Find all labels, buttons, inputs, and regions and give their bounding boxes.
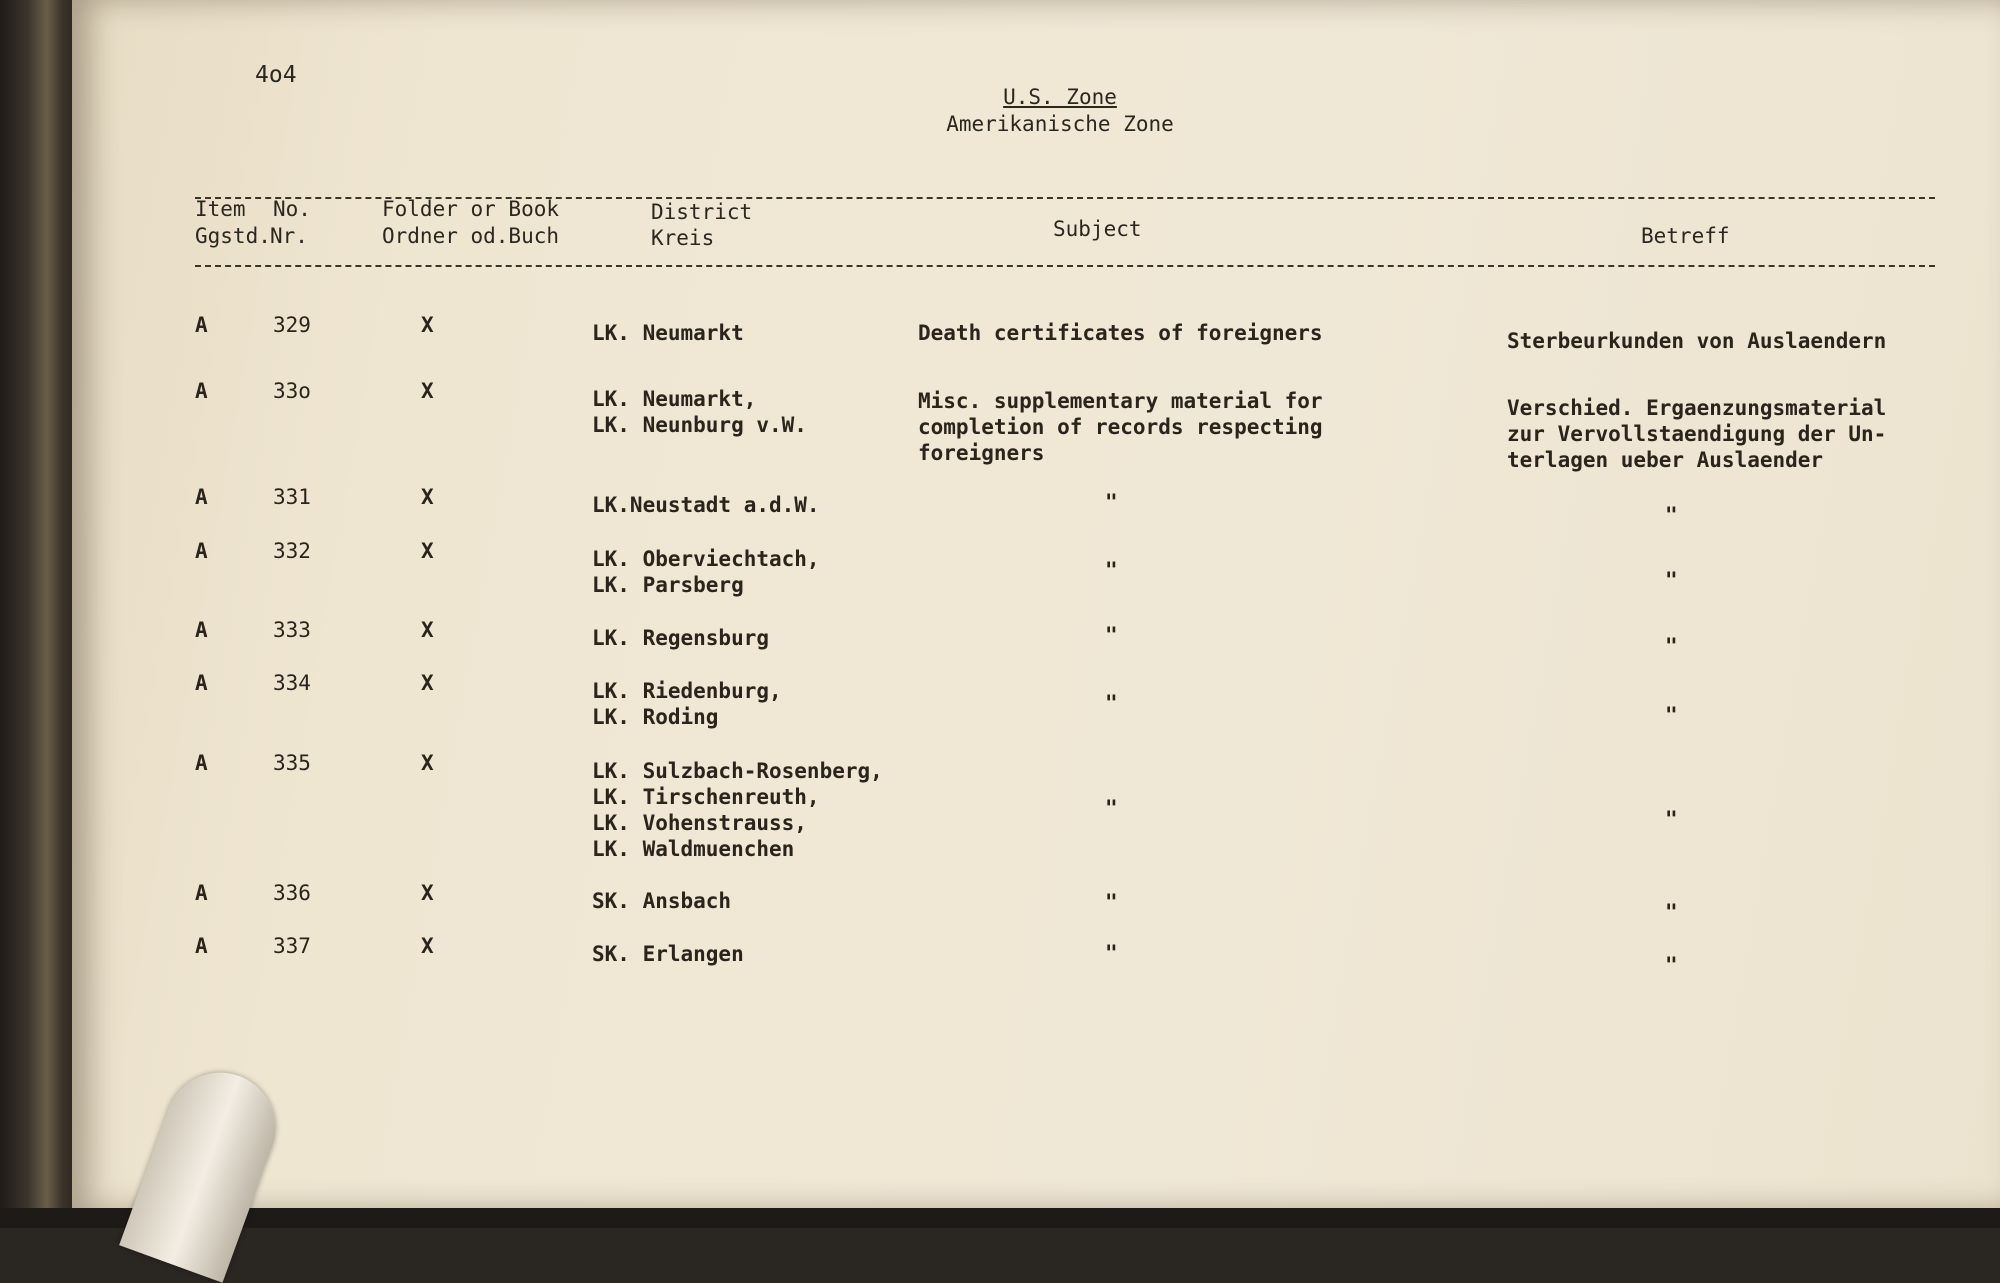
row-number: 332 — [273, 539, 311, 563]
row-betreff-ditto: " — [1665, 807, 1678, 831]
row-betreff-ditto: " — [1665, 503, 1678, 527]
row-district: SK. Ansbach — [592, 889, 732, 913]
row-betreff-ditto: " — [1665, 568, 1678, 592]
header-folder-en: Folder or Book — [382, 197, 560, 221]
row-folder: X — [421, 934, 434, 958]
row-number: 335 — [273, 751, 311, 775]
row-item: A — [195, 379, 208, 403]
row-number: 336 — [273, 881, 311, 905]
row-subject: completion of records respecting — [918, 415, 1323, 439]
row-number: 334 — [273, 671, 311, 695]
row-number: 333 — [273, 618, 311, 642]
row-number: 329 — [273, 313, 311, 337]
header-no: No. — [273, 197, 311, 221]
row-betreff: terlagen ueber Auslaender — [1507, 448, 1824, 472]
row-district: LK. Waldmuenchen — [592, 837, 795, 861]
row-folder: X — [421, 671, 434, 695]
row-subject-ditto: " — [1105, 941, 1118, 965]
page-subtitle: Amerikanische Zone — [946, 112, 1174, 136]
row-item: A — [195, 313, 208, 337]
row-folder: X — [421, 539, 434, 563]
row-betreff-ditto: " — [1665, 953, 1678, 977]
row-item: A — [195, 934, 208, 958]
row-folder: X — [421, 618, 434, 642]
row-district: LK. Tirschenreuth, — [592, 785, 820, 809]
row-district: SK. Erlangen — [592, 942, 744, 966]
row-item: A — [195, 618, 208, 642]
row-district: LK.Neustadt a.d.W. — [592, 493, 820, 517]
row-subject: foreigners — [918, 441, 1045, 465]
header-betreff: Betreff — [1641, 224, 1730, 248]
document-page — [72, 0, 2000, 1210]
row-betreff: Verschied. Ergaenzungsmaterial — [1507, 396, 1887, 420]
row-folder: X — [421, 313, 434, 337]
page-bottom-edge — [0, 1208, 2000, 1228]
row-subject-ditto: " — [1105, 691, 1118, 715]
row-district: LK. Neumarkt — [592, 321, 744, 345]
row-number: 33o — [273, 379, 311, 403]
row-folder: X — [421, 379, 434, 403]
header-district-en: District — [651, 200, 753, 224]
row-subject: Misc. supplementary material for — [918, 389, 1323, 413]
row-subject-ditto: " — [1105, 890, 1118, 914]
row-subject: Death certificates of foreigners — [918, 321, 1323, 345]
row-betreff-ditto: " — [1665, 634, 1678, 658]
row-betreff: zur Vervollstaendigung der Un- — [1507, 422, 1887, 446]
row-item: A — [195, 881, 208, 905]
page-number: 4o4 — [255, 62, 297, 88]
row-betreff-ditto: " — [1665, 900, 1678, 924]
page-title: U.S. Zone — [1003, 85, 1117, 109]
row-item: A — [195, 751, 208, 775]
row-district: LK. Oberviechtach, — [592, 547, 820, 571]
row-district: LK. Neunburg v.W. — [592, 413, 807, 437]
row-subject-ditto: " — [1105, 558, 1118, 582]
row-folder: X — [421, 881, 434, 905]
row-item: A — [195, 671, 208, 695]
row-subject-ditto: " — [1105, 623, 1118, 647]
row-number: 331 — [273, 485, 311, 509]
row-subject-ditto: " — [1105, 796, 1118, 820]
row-district: LK. Parsberg — [592, 573, 744, 597]
header-subject: Subject — [1053, 217, 1142, 241]
row-betreff: Sterbeurkunden von Auslaendern — [1507, 329, 1887, 353]
header-district-de: Kreis — [651, 226, 715, 250]
row-number: 337 — [273, 934, 311, 958]
row-item: A — [195, 485, 208, 509]
header-nr: Nr. — [270, 224, 308, 248]
header-ggstd: Ggstd. — [195, 224, 271, 248]
row-subject-ditto: " — [1105, 490, 1118, 514]
header-rule-bottom — [195, 265, 1935, 267]
header-item: Item — [195, 197, 246, 221]
header-folder-de: Ordner od.Buch — [382, 224, 560, 248]
row-district: LK. Roding — [592, 705, 719, 729]
row-district: LK. Vohenstrauss, — [592, 811, 807, 835]
row-district: LK. Sulzbach-Rosenberg, — [592, 759, 883, 783]
row-district: LK. Riedenburg, — [592, 679, 782, 703]
row-item: A — [195, 539, 208, 563]
row-betreff-ditto: " — [1665, 703, 1678, 727]
row-folder: X — [421, 751, 434, 775]
row-district: LK. Neumarkt, — [592, 387, 757, 411]
book-binding — [0, 0, 78, 1228]
row-district: LK. Regensburg — [592, 626, 770, 650]
row-folder: X — [421, 485, 434, 509]
